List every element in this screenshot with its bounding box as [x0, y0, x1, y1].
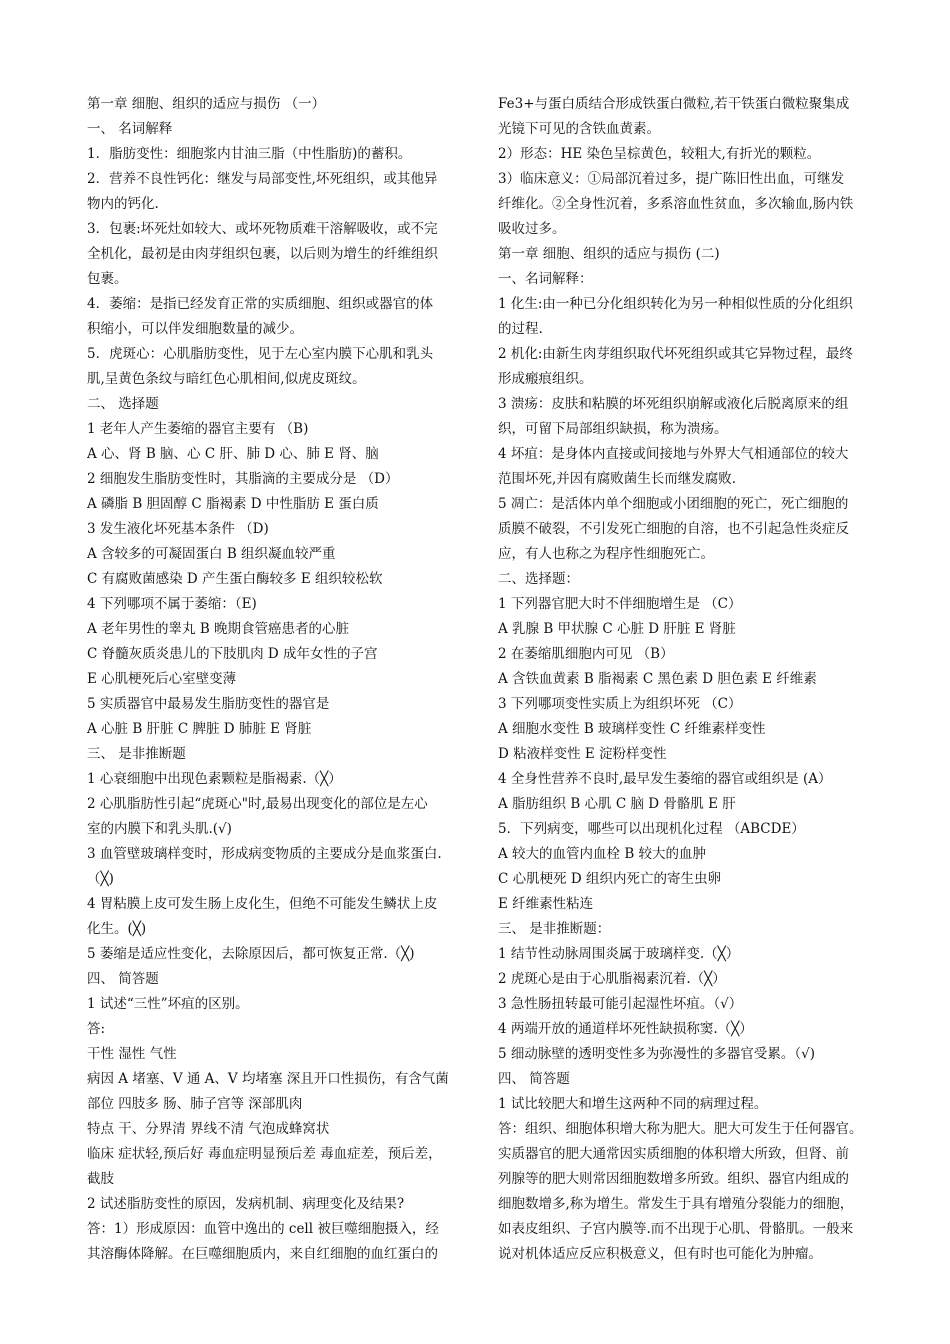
right-column-line: C 心肌梗死 D 组织内死亡的寄生虫卵: [498, 871, 722, 887]
right-column-line: Fe3+与蛋白质结合形成铁蛋白微粒,若干铁蛋白微粒聚集成: [498, 96, 850, 112]
right-column-line: 3 溃疡：皮肤和粘膜的坏死组织崩解或液化后脱离原来的组: [498, 396, 849, 412]
right-column-line: A 含铁血黄素 B 脂褐素 C 黑色素 D 胆色素 E 纤维素: [498, 671, 817, 687]
right-column-line: 3）临床意义：①局部沉着过多，提广陈旧性出血，可继发: [498, 171, 845, 187]
right-column-line: 实质器官的肥大通常因实质细胞的体积增大所致，但肾、前: [498, 1146, 849, 1162]
right-column-line: 如表皮组织、子宫内膜等.而不出现于心肌、骨骼肌。一般来: [498, 1221, 854, 1237]
left-column-line: （╳): [87, 871, 114, 887]
left-column-line: 5．虎斑心：心肌脂肪变性，见于左心室内膜下心肌和乳头: [87, 346, 434, 362]
right-column-line: 范围坏死,并因有腐败菌生长而继发腐败.: [498, 471, 737, 487]
right-column-line: 答：组织、细胞体积增大称为肥大。肥大可发生于任何器官。: [498, 1121, 863, 1137]
right-column-line: A 乳腺 B 甲状腺 C 心脏 D 肝脏 E 肾脏: [498, 621, 736, 637]
right-column-line: 四、 简答题: [498, 1071, 570, 1087]
left-column-line: 三、 是非推断题: [87, 746, 186, 762]
left-column-line: 1．脂肪变性：细胞浆内甘油三脂（中性脂肪)的蓄积。: [87, 146, 412, 162]
left-column-line: C 有腐败菌感染 D 产生蛋白酶较多 E 组织较松软: [87, 571, 383, 587]
right-column-line: 1 结节性动脉周围炎属于玻璃样变.（╳）: [498, 946, 740, 962]
left-column-line: 一、 名词解释: [87, 121, 173, 137]
right-column-line: 5 凋亡：是活体内单个细胞或小团细胞的死亡，死亡细胞的: [498, 496, 849, 512]
left-column-line: C 脊髓灰质炎患儿的下肢肌肉 D 成年女性的子宫: [87, 646, 378, 662]
left-column-line: A 心、肾 B 脑、心 C 肝、肺 D 心、肺 E 肾、脑: [87, 446, 379, 462]
left-column-line: 4 下列哪项不属于萎缩：（E): [87, 596, 257, 612]
left-column-line: 5 实质器官中最易发生脂肪变性的器官是: [87, 696, 330, 712]
right-column-line: 一、名词解释：: [498, 271, 593, 287]
left-column-line: E 心肌梗死后心室壁变薄: [87, 671, 237, 687]
left-column-line: 全机化，最初是由肉芽组织包裹，以后则为增生的纤维组织: [87, 246, 438, 262]
left-column-line: 3 血管壁玻璃样变时，形成病变物质的主要成分是血浆蛋白.: [87, 846, 442, 862]
left-column-line: 其溶酶体降解。在巨噬细胞质内，来自红细胞的血红蛋白的: [87, 1246, 438, 1262]
left-column-line: A 老年男性的睾丸 B 晚期食管癌患者的心脏: [87, 621, 350, 637]
left-column-line: 临床 症状轻,预后好 毒血症明显预后差 毒血症差，预后差，: [87, 1146, 442, 1162]
right-column-line: 3 急性肠扭转最可能引起湿性坏疽。（√）: [498, 996, 743, 1012]
right-column-line: 4 坏疽：是身体内直接或间接地与外界大气相通部位的较大: [498, 446, 849, 462]
left-column-line: 答:: [87, 1021, 106, 1037]
right-column: [498, 92, 880, 1267]
left-column-line: 部位 四肢多 肠、肺子宫等 深部肌肉: [87, 1096, 303, 1112]
right-column-line: 应，有人也称之为程序性细胞死亡。: [498, 546, 714, 562]
right-column-line: 5 细动脉壁的透明变性多为弥漫性的多器官受累。（√): [498, 1046, 815, 1062]
left-column-line: 第一章 细胞、组织的适应与损伤 （一）: [87, 96, 326, 112]
left-column-line: 肌,呈黄色条纹与暗红色心肌相间,似虎皮斑纹。: [87, 371, 366, 387]
right-column-line: 说对机体适应反应积极意义，但有时也可能化为肿瘤。: [498, 1246, 822, 1262]
right-column-line: 的过程.: [498, 321, 543, 337]
left-column-line: 特点 干、分界清 界线不清 气泡成蜂窝状: [87, 1121, 330, 1137]
right-column-line: 1 化生:由一种已分化组织转化为另一种相似性质的分化组织: [498, 296, 853, 312]
right-column-line: 质膜不破裂，不引发死亡细胞的自溶，也不引起急性炎症反: [498, 521, 849, 537]
right-column-line: 2 在萎缩肌细胞内可见 （B）: [498, 646, 674, 662]
right-column-line: D 粘液样变性 E 淀粉样变性: [498, 746, 667, 762]
left-column-line: 干性 湿性 气性: [87, 1046, 177, 1062]
left-column-line: 1 心衰细胞中出现色素颗粒是脂褐素.（╳）: [87, 771, 342, 787]
right-column-line: 细胞数增多,称为增生。常发生于具有增殖分裂能力的细胞，: [498, 1196, 854, 1212]
left-column-line: 4．萎缩：是指已经发育正常的实质细胞、组织或器官的体: [87, 296, 434, 312]
left-column-line: 3．包裹:坏死灶如较大、或坏死物质难干溶解吸收，或不完: [87, 221, 438, 237]
right-column-line: 形成瘢痕组织。: [498, 371, 593, 387]
left-column-line: 包裹。: [87, 271, 128, 287]
right-column-line: 织，可留下局部组织缺损，称为溃疡。: [498, 421, 728, 437]
right-column-line: 列腺等的肥大则常因细胞数增多所致。组织、器官内组成的: [498, 1171, 849, 1187]
right-column-line: 3 下列哪项变性实质上为组织坏死 （C）: [498, 696, 742, 712]
right-column-line: 二、选择题：: [498, 571, 579, 587]
left-column-line: A 含较多的可凝固蛋白 B 组织凝血较严重: [87, 546, 336, 562]
right-column-line: 光镜下可见的含铁血黄素。: [498, 121, 660, 137]
left-column-line: 积缩小，可以伴发细胞数量的减少。: [87, 321, 303, 337]
left-column-line: 四、 简答题: [87, 971, 159, 987]
left-column-line: 1 老年人产生萎缩的器官主要有 （B): [87, 421, 309, 437]
left-column-line: 二、 选择题: [87, 396, 159, 412]
right-column-line: 4 全身性营养不良时,最早发生萎缩的器官或组织是 (A）: [498, 771, 832, 787]
right-column-line: 2 虎斑心是由于心肌脂褐素沉着.（╳）: [498, 971, 726, 987]
right-column-line: A 细胞水变性 B 玻璃样变性 C 纤维素样变性: [498, 721, 766, 737]
right-column-line: 5．下列病变，哪些可以出现机化过程 （ABCDE）: [498, 821, 805, 837]
right-column-line: E 纤维素性粘连: [498, 896, 594, 912]
left-column-line: 室的内膜下和乳头肌.(√): [87, 821, 232, 837]
left-column-line: 5 萎缩是适应性变化，去除原因后，都可恢复正常.（╳): [87, 946, 415, 962]
right-column-line: 1 下列器官肥大时不伴细胞增生是 （C）: [498, 596, 742, 612]
left-column-line: 2 细胞发生脂肪变性时，其脂滴的主要成分是 （D）: [87, 471, 399, 487]
left-column-line: 答：1）形成原因：血管中逸出的 cell 被巨噬细胞摄入，经: [87, 1221, 439, 1237]
right-column-line: 纤维化。②全身性沉着，多系溶血性贫血，多次输血,肠内铁: [498, 196, 854, 212]
left-column-line: A 磷脂 B 胆固醇 C 脂褐素 D 中性脂肪 E 蛋白质: [87, 496, 379, 512]
right-column-line: 吸收过多。: [498, 221, 566, 237]
right-column-line: A 脂肪组织 B 心肌 C 脑 D 骨骼肌 E 肝: [498, 796, 736, 812]
left-column: [87, 92, 463, 1267]
right-column-line: 第一章 细胞、组织的适应与损伤 (二): [498, 246, 720, 262]
left-column-line: 化生。(╳): [87, 921, 147, 937]
right-column-line: 三、 是非推断题：: [498, 921, 611, 937]
right-column-line: 2）形态：HE 染色呈棕黄色，较粗大,有折光的颗粒。: [498, 146, 821, 162]
right-column-line: 4 两端开放的通道样坏死性缺损称窦.（╳）: [498, 1021, 753, 1037]
left-column-line: 3 发生液化坏死基本条件 （D): [87, 521, 269, 537]
left-column-line: 1 试述“三性”坏疽的区别。: [87, 996, 249, 1012]
left-column-line: 4 胃粘膜上皮可发生肠上皮化生，但绝不可能发生鳞状上皮: [87, 896, 438, 912]
left-column-line: 物内的钙化.: [87, 196, 159, 212]
left-column-line: 2 心肌脂肪性引起“虎斑心"时,最易出现变化的部位是左心: [87, 796, 428, 812]
right-column-line: 1 试比较肥大和增生这两种不同的病理过程。: [498, 1096, 768, 1112]
right-column-line: 2 机化:由新生肉芽组织取代坏死组织或其它异物过程，最终: [498, 346, 853, 362]
left-column-line: 截肢: [87, 1171, 114, 1187]
left-column-line: 2．营养不良性钙化：继发与局部变性,坏死组织，或其他异: [87, 171, 438, 187]
right-column-line: A 较大的血管内血栓 B 较大的血肿: [498, 846, 707, 862]
left-column-line: A 心脏 B 肝脏 C 脾脏 D 肺脏 E 肾脏: [87, 721, 312, 737]
left-column-line: 病因 A 堵塞、V 通 A、V 均堵塞 深且开口性损伤，有含气菌: [87, 1071, 449, 1087]
left-column-line: 2 试述脂肪变性的原因，发病机制、病理变化及结果?: [87, 1196, 405, 1212]
